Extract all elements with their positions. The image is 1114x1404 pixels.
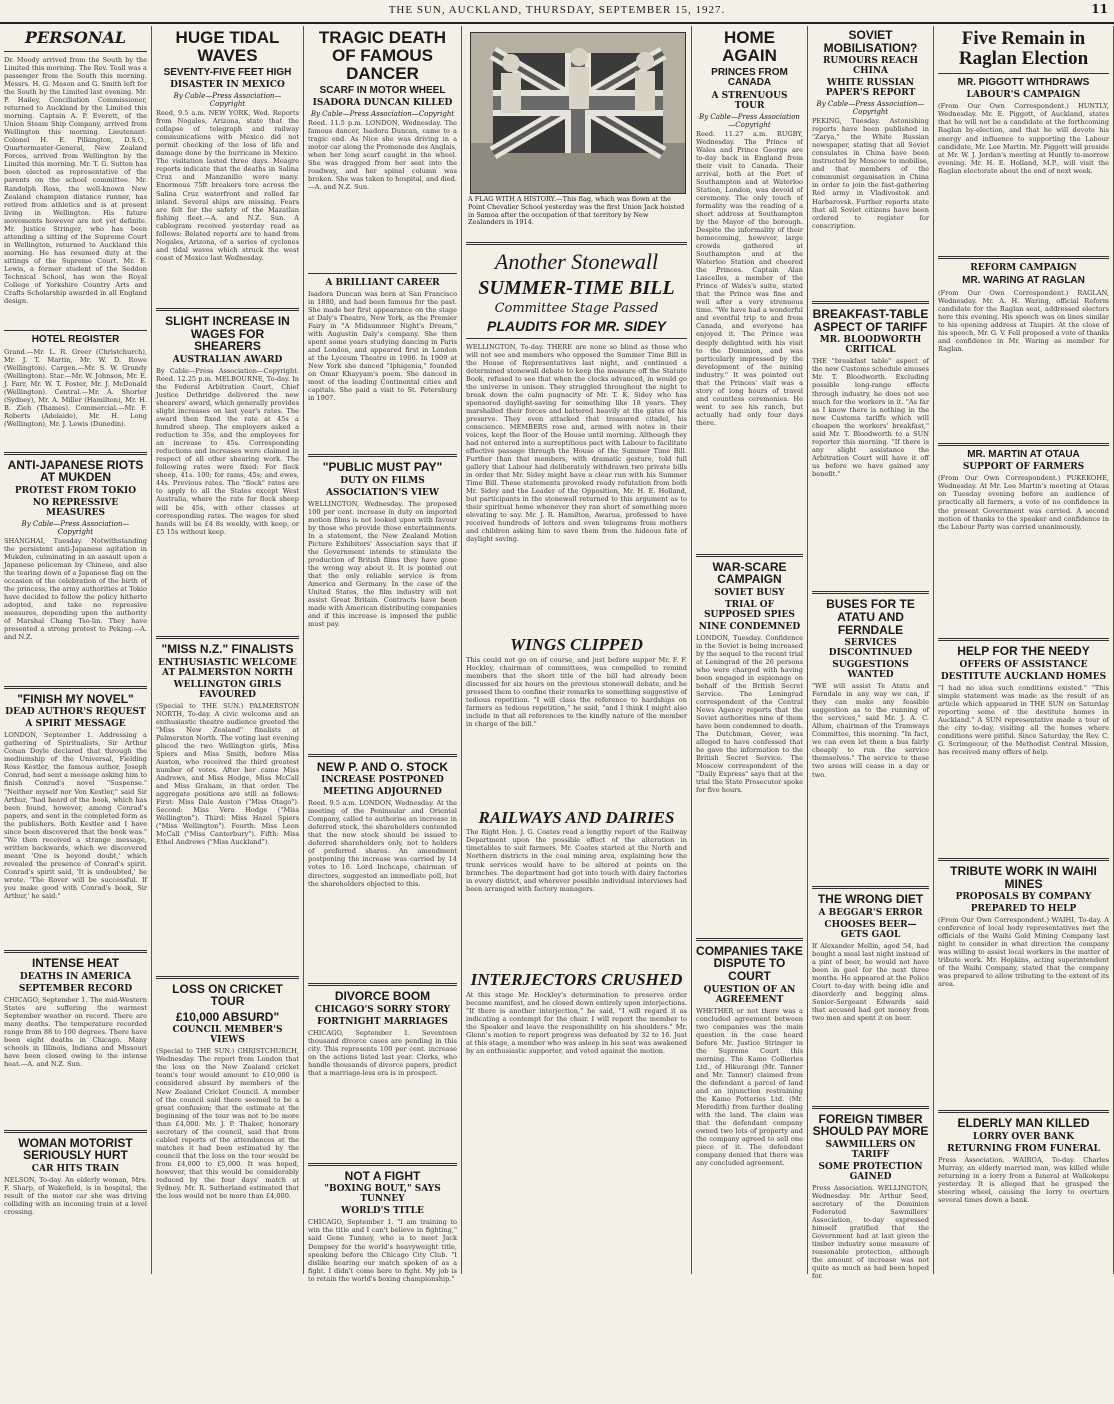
headline-not-a-fight: NOT A FIGHT [344,1168,421,1183]
body-text: Reed. 11.5 p.m. LONDON, Wednesday. The famous dancer, Isadora Duncan, came to a tragic end. As Nice she was driving in a motor car along the Promenade des Anglais, when her long scarf caught in the wheel. She was dragged from her seat into the roadway, and her spinal column was broken. She was taken to hospital, and died.—A. and N.Z. Sun. [308,119,458,192]
byline: By Cable—Press Association—Copyright [21,519,130,536]
body-text: CHICAGO, September 1. "I am training to win the title and I can't believe in fighting," said Gene Tunney, who is to meet Jack Dempsey for the world's heavyweight title, speaking before the Chicago City Club. "I dislike hearing our match spoken of as a fight. I didn't come here to fight. My job is to retain the world's boxing championship." [308,1218,457,1283]
body-text: At this stage Mr. Hockley's determination to preserve order became manifest, and he closed down entirely upon interjections. "If there is another interjection," he said, "I will regard it as indicating a contempt for the chair. I will report the member to the Speaker and leave the responsibility on his shoulders." Mr. Glenn's motion to report progress was defeated by 32 to 16. Just at this stage, a member who was asleep in his seat was awakened by an enthusiastic supporter, and voted against the motion. [466,991,687,1056]
headline-waring: MR. WARING AT RAGLAN [962,275,1085,287]
page-number: 11 [1091,2,1108,16]
subhead-association-view: ASSOCIATION'S VIEW [325,487,439,498]
subhead-sawmillers: SAWMILLERS ON TARIFF [825,1139,916,1160]
subhead-services-discontinued: SERVICES DISCONTINUED [828,638,913,659]
subhead-boxing-bout: "BOXING BOUT," SAYS TUNNEY [324,1184,441,1205]
body-text: CHICAGO, September 1. Seventeen thousand divorce cases are pending in this city. This represents 100 per cent. increase on the actions listed last year. Clerks, who handle thousands of divorce papers, predict that a marriage-less era is in prospect. [308,1028,457,1077]
headline-divorce-boom: DIVORCE BOOM [334,989,431,1004]
body-text: WELLINGTON, Wednesday. The proposed 100 per cent. increase in duty on imported motion films is not looked upon with favour by those who provide those entertainments. In a statement, the New Zealand Motion Picture Exhibitors' Association says that if the Government intends to stimulate the production of British films they have gone the wrong way about it. It is pointed out that the only reliable service is from America and Germany. In the case of the United States, the film industry will not assist Great Britain. Contracts have been made with American distributing companies and if this increase is imposed the public must pay. [308,499,457,629]
subhead-worlds-title: WORLD'S TITLE [341,1206,424,1217]
headline-martin-otaua: MR. MARTIN AT OTAUA [967,448,1080,460]
headline-huge-tidal: HUGE TIDAL WAVES [175,28,280,65]
body-text: (Special to THE SUN.) CHRISTCHURCH, Wednesday. The report from London that the loss on the New Zealand cricket team's tour would amount to £10,000 is considered absurd by members of the New Zealand Cricket Council. A member of the council said there seemed to be a great confusion; that the estimate at the beginning of the tour was not to be more than £4,000. Mr. J. P. Thaker, honorary secretary of the council, said that from cabled reports of the attendances at the matches it had been estimated by the council that the loss on the tour would be from £4,000 to £5,000. It was hoped, however, that this would be considerably reduced by the four days' match at Sydney. Mr. R. Sutherland estimated that the loss would not be more than £4,000. [156,1047,299,1200]
body-text: (Special to THE SUN.) PALMERSTON NORTH, To-day. A civic welcome and an enthusiastic theatre audience greeted the "Miss New Zealand" finalists at Palmerston North. The voting last evening placed the two Wellington girls, Miss Spiers and Miss Smith, before Miss Auston, who received the third greatest number of votes. After her came Miss Andrews, and Miss Hodge, Miss McCall and Miss Graham, in that order. The aggregate positions are still as follows: First: Miss Dale Auston ("Miss Otago"). Second: Miss Vera Hodge ("Miss Wellington"). Third: Miss Hazel Spiers ("Miss Wellington"). Fourth: Miss Leon McCall ("Miss Canterbury"). Fifth: Miss Ethel Andrews ("Miss Auckland"). [156,701,299,847]
subhead-rumours-china: RUMOURS REACH CHINA [822,56,919,77]
headline-finish-novel: "FINISH MY NOVEL" [17,691,134,706]
byline: By Cable—Press Association—Copyright [173,92,282,109]
body-text: Press Association. WAIROA, To-day. Charles Murray, an elderly married man, was killed while returning in a lorry from a funeral at Waikokopu yesterday. It is alleged that he grasped the steering wheel, causing the lorry to overturn several times down a bank. [938,1155,1109,1204]
flag-photo [470,32,686,194]
subhead-offers-assistance: OFFERS OF ASSISTANCE [959,659,1088,670]
headline-summer-time-bill: SUMMER-TIME BILL [478,277,675,299]
subhead-protest-tokio: PROTEST FROM TOKIO [14,485,137,496]
body-text: The Right Hon. J. G. Coates read a lengthy report of the Railway Department upon the possible effect of the alteration in timetables to suit farmers. Mr. Coates started at the North and Northern districts in the coal mining area, explaining how the trunk services would have to be altered at points on the branches. The department had got into touch with dairy factories in every district, and wherever possible individual interviews had been arranged with factory managers. [466,828,687,893]
headline-personal: PERSONAL [24,28,127,47]
headline-home-again: HOME AGAIN [722,28,777,65]
subhead-no-measures: NO REPRESSIVE MEASURES [32,497,119,518]
subhead-chicago-sorry: CHICAGO'S SORRY STORY [314,1004,451,1015]
subhead-enthusiastic: ENTHUSIASTIC WELCOME AT PALMERSTON NORTH [158,657,297,678]
subhead-committee-stage: Committee Stage Passed [494,301,659,316]
subhead-white-russian: WHITE RUSSIAN PAPER'S REPORT [825,78,916,99]
headline-loss-cricket: LOSS ON CRICKET TOUR [172,981,283,1009]
subhead-fortnight-marriages: FORTNIGHT MARRIAGES [317,1016,448,1027]
column-2 [152,26,304,1274]
body-text: THE "breakfast table" aspect of the new Customs schedule amuses Mr. T. Bloodworth. Excluding possible long-range effects through industry, he does not see much for the workers in it. "As far as I know there is nothing in the new Customs tariffs which will cheapen the workers' breakfast," said Mr. T. Bloodworth to a SUN reporter this morning. "If there is any slight assistance the Arbitration Court will have it off us before we have gained any benefit." [812,357,929,478]
masthead-title: THE SUN, AUCKLAND, THURSDAY, SEPTEMBER 15, 1927. [388,4,726,16]
subhead-meeting-adjourned: MEETING ADJOURNED [323,787,442,798]
subhead-labours-campaign: LABOUR'S CAMPAIGN [966,90,1081,101]
headline-princes-canada: PRINCES FROM CANADA [711,66,788,89]
headline-foreign-timber: FOREIGN TIMBER SHOULD PAY MORE [812,1111,929,1139]
headline-help-needy: HELP FOR THE NEEDY [957,644,1090,659]
subhead-prepared-help: PREPARED TO HELP [970,904,1077,915]
column-1 [0,26,152,1274]
body-text: This could not go on of course, and just before supper Mr. F. F. Hockley, chairman of committees, was compelled to remind members that the short title of the bill had already been discussed for six hours on the previous stonewall debate, and he pressed them to confine their remarks to something suggestive of tedious repetition. "I will class the reference to hardships on farmers as tedious repetition," he said, "and I think I might also include in that all references to the kindly nature of the member in charge of the bill." [466,655,687,728]
headline-public-must-pay: "PUBLIC MUST PAY" [322,460,443,475]
subhead-nine-condemned: NINE CONDEMNED [698,621,801,632]
subhead-reform-campaign: REFORM CAMPAIGN [970,263,1077,274]
body-text: CHICAGO, September 1. The mid-Western States are suffering the warmest September weather on record. There are many deaths. The temperature recorded range from 88 to 100 degrees. There have been eight deaths in Chicago. Many schools in Illinois, Indiana and Missouri have been closed owing to the intense heat.—A. and N.Z. Sun. [4,995,147,1069]
column-6 [808,26,934,1281]
headline-scarf: SCARF IN MOTOR WHEEL [319,84,446,96]
body-text: WHETHER or not there was a concluded agreement between two companies was the main question in the case heard before Mr. Justice Stringer in the Supreme Court this morning. The Kamo Collieries Ltd., of Hikurangi (Mr. Tanner and Mr. Tanner) claimed from the defendant a parcel of land and an injunction restraining the Kamo Potteries Ltd. (Mr. Meredith) from further dealing with the land. The claim was that the defendant company owned two lots of property and the company agreed to sell one piece of it. The defendant company denied that there was any concluded agreement. [696,1006,803,1168]
body-text: SHANGHAI, Tuesday. Notwithstanding the persistent anti-Japanese agitation in Mukden, culminating in an assault upon a Japanese policeman by Chinese, and also the tearing down of a Japanese flag on the occasion of the celebration of the birth of the princess, the army authorities at Tokio have decided to follow the policy hitherto adopted, and take no repressive measures, depending upon the authority of Marshal Chang Tso-lin. They have presented a strong protest to Peking.—A. and N.Z. [4,536,147,642]
subhead-disaster-mexico: DISASTER IN MEXICO [170,80,285,91]
subhead-bloodworth: MR. BLOODWORTH CRITICAL [819,335,922,356]
headline-another-stonewall: Another Stonewall [494,249,659,274]
body-text: Reed. 9.5 a.m. LONDON, Wednesday. At the meeting of the Peninsular and Oriental Company, called to authorise an increase in deferred stock, the shareholders contended that the new stock should be issued to deferred shareholders only, not to holders of preferred shares. An amendment postponing the increase was carried by 14 votes to 16. Lord Inchcape, chairman of directors, suggested an immediate poll, but the shareholders objected to this. [308,799,457,888]
headline-wings-clipped: WINGS CLIPPED [510,634,643,654]
subhead-september-record: SEPTEMBER RECORD [18,983,133,994]
body-text: Dr. Moody arrived from the South by the Limited this morning. The Rev. Teall was a passenger from the South this morning. Messrs. H. G. Mason and G. Smith left for the South by the Limited last evening. Mr. P. Hailey, Conciliation Commissioner, returned to Auckland by the Limited this morning. Captain A. P. Everett, of the Union Steam Ship Company, arrived from Wellington this morning. Lieutenant-Colonel H. E. Pilkington, D.S.O., Quartermaster-General, New Zealand Forces, arrived from Wellington by the Limited this morning. Mr. T. G. Sutton has been elected as representative of the parents on the school committee. Mr. Randolph Ross, the well-known New Zealand champion distance runner, has retired from athletics and is at present living in Wellington. His future movements however are not yet definite. Mr. Justice Stringer, who has been attending a sitting of the Supreme Court in Wellington, returned to Auckland this morning. He has resumed duty at the sittings of the Supreme Court. Mr. E. Lewis, a former student of the Seddon Technical School, has won the Royal College of Yorkshire Country Arts and Crafts Scholarship awarded in all England design. [4,56,147,305]
body-text: Reed. 11.27 a.m. RUGBY, Wednesday. The Prince of Wales and Prince George are to-day back in England from their visit to Canada. Their arrival, both at the Port of Southampton and at Waterloo Station, London, was devoid of ceremony. The only touch of formality was the reading of a short address at Southampton by the Mayor of the borough. Despite the informality of their homecoming, however, large crowds gathered at Southampton and at the Waterloo Station and cheered the Princes. Captain Alan Lascelles, a member of the Prince of Wales's suite, stated that the Prince was fine and well after a very strenuous time. "We have had a wonderful and eventful trip to and from Canada, and everyone has enjoyed it. The Prince was deeply delighted with his visit to the Dominion, and was particularly impressed by the development of the mining industry." It was pointed out that the Princes' visit was a story of long hours of travel and countless ceremonies. He went to see his ranch, but actually had only four days there. [696,129,803,427]
headline-five-remain: Five Remain in Raglan Election [958,28,1089,69]
body-text: "I had no idea such conditions existed." "This simple statement was made as the result of an article which appeared in THE SUN on Saturday reporting some of the destitute homes in Auckland." A SUN representative made a tour of the city to-day, visiting all the homes where conditions were pitiful. Since Saturday, the Rev. C. G. Scrimgeour, of the Methodist Central Mission, has received many offers of help. [938,683,1109,757]
body-text: LONDON, September 1. Addressing a gathering of Spiritualists, Sir Arthur Conan Doyle declared that through the mediumship of the Universal, Fielding Ross Kestler, the famous author, Joseph Conrad, had sent a message asking him to finish Conrad's novel "Suspense." "Neither myself nor Von Kestler," said Sir Arthur, "had heard of the book, which has been found, however, among Conrad's papers, and sent in the completed form as the publishers. Both Kestler and I have since been discovered that the book was." "We then received a strange message, written backwards, which we discovered meant 'One is beyond doubt,' which revealed the presence of Conrad's spirit. Conrad's spirit said, 'It is undoubted,' he wrote. 'The Rover will be successful. If you make good with Conrad's book, Sir Arthur,' he said." [4,731,147,900]
subhead-chooses-beer: CHOOSES BEER—GETS GAOL [824,919,917,940]
body-text: Isadora Duncan was born at San Francisco in 1880, and had been famous for the past. She made her first appearance on the stage at Daly's Theatre, New York, as the Premier Fairy in "A Midsummer Night's Dream," with Augustin Daly's company. She then spent some years studying dancing in Paris and London, and appeared first in London at the Lyceum Theatre in 1906. In 1909 at New York she danced "Iphigenia," founded on Omar Khayyam's poem. She danced in most of the leading Continental cities and capitals. She paid a visit to St. Petersburg in 1907. [308,290,457,403]
subhead-brilliant-career: A BRILLIANT CAREER [325,278,440,289]
body-text: (From Our Own Correspondent.) PUKEKOHE, Wednesday. At Mr. Lee Martin's meeting at Otaua on Tuesday evening before an audience of practically all farmers, a vote of no confidence in the present Government was carried. A second motion of thanks to the speaker and confidence in the Labour Party was carried unanimously. [938,474,1109,531]
subhead-suggestions-wanted: SUGGESTIONS WANTED [832,660,909,681]
subhead-proposals-company: PROPOSALS BY COMPANY [955,892,1092,903]
union-jack-photo-illustration [471,33,685,193]
headline-slight-increase: SLIGHT INCREASE IN WAGES FOR SHEARERS [165,314,290,354]
headline-war-scare: WAR-SCARE CAMPAIGN [712,559,787,587]
subhead-australian-award: AUSTRALIAN AWARD [172,354,283,365]
headline-seventy-five: SEVENTY-FIVE FEET HIGH [163,66,292,78]
headline-elderly-man: ELDERLY MAN KILLED [957,1116,1090,1131]
headline-railways-dairies: RAILWAYS AND DAIRIES [478,807,675,827]
subhead-beggars-error: A BEGGAR'S ERROR [818,907,923,918]
headline-wrong-diet: THE WRONG DIET [817,892,924,907]
headline-soviet-mobilisation: SOVIET MOBILISATION? [823,28,918,55]
headline-woman-motorist: WOMAN MOTORIST SERIOUSLY HURT [18,1135,133,1163]
subhead-isadora: ISADORA DUNCAN KILLED [312,98,453,109]
headline-breakfast-table: BREAKFAST-TABLE ASPECT OF TARIFF [812,307,929,334]
column-7 [934,26,1114,1274]
body-text: By Cable—Press Association—Copyright. Reed. 12.25 p.m. MELBOURNE, To-day. In the Federal Arbitration Court, Chief Justice Dethridge delivered the new shearers' award, which generally provides slight increases on last year's rates. The award then fixed the rate at 45s a hundred sheep. The employers asked a reduction to 35s, and the employees for an increase to 45s. Corresponding reductions and increases were claimed in respect of all other shearing work. The following rates were fixed: For flock sheep, 41s. 100; for rams, 45s; and ewes, 44s. Previous rates. The "flock" rates are to apply to all the States except West Australia, where the rate for flock sheep will be 45s, with other classes at corresponding rates. The wages for shed hands will be £4 8s weekly, with keep, or £5 15s without keep. [156,366,299,536]
headline-hotel-register: HOTEL REGISTER [31,334,120,345]
headline-companies-dispute: COMPANIES TAKE DISPUTE TO COURT [696,943,803,984]
subhead-wellington-girls: WELLINGTON GIRLS FAVOURED [173,679,282,700]
headline-ten-thousand: £10,000 ABSURD" [175,1009,280,1024]
headline-buses: BUSES FOR TE ATATU AND FERNDALE [826,597,915,637]
subhead-increase-postponed: INCREASE POSTPONED [321,775,444,786]
headline-intense-heat: INTENSE HEAT [31,956,120,971]
body-text: Grand.—Mr. L. R. Greer (Christchurch), Mr. J. T. Martin, Mr. W. D. Rowe (Wellington). Cargen.—Mr. S. W. Grundy (Wellington). Star.—Mr. W. Johnson, Mr. E. J. Farr, Mr. W. T. Foster, Mr. J. McDonald (Wellington). Central.—Mr. A. Shorter (Sydney), Mr. A. Miller (Hamilton), Mr. H. B. Zieh (Thames). Commercial.—Mr. F. Roberts (Adelaide), Mr. H. Long (Wellington), Mr. J. Lewis (Dunedin). [4,347,147,428]
subhead-support-farmers: SUPPORT OF FARMERS [962,462,1085,473]
body-text: PEKING, Tuesday. Astonishing reports have been published in "Zarya," the White Russian newspaper, stating that all Soviet consulates in China have been instructed by Moscow to mobilise, and that members of the communist organisation in China in order to join the fast-gathering Red army in Vladivostok and Harbarovsk. Further reports state that all Soviet citizens have been ordered to register for conscription. [812,117,929,230]
subhead-trial-spies: TRIAL OF SUPPOSED SPIES [704,599,795,620]
byline: By Cable—Press Association—Copyright [816,100,925,117]
body-text: WELLINGTON, To-day. THERE are none so blind as those who will not see and members who opposed the Summer Time Bill in the House of Representatives last night, and continued a determined stonewall debate to keep the measure off the Statute Book, refused to see that when the clocks advanced, in would go the universe in unison. They struggled throughout the night to break down the calm pugnacity of Mr. T. K. Sidey who has sponsored daylight-saving for something like 18 years. They marshalled their forces and battered heavily at the gates of his preserve. They even attacked that treasured citadel, his conscience. MEMBERS rose and, armed with notes in their voices, kept the floor of the House until morning. Although they had not entered into a surreptitious pact with Labour to facilitate effective passage through the House of the Summer Time Bill. Further than that members, with dramatic gesture, told full gallery that Labour had deliberately withdrawn two private bills in order that Mr. Sidey might have a clear run with his Summer Time Bill. These statements provoked ready refutation from both Mr. Sidey and the Leader of the Opposition, Mr. H. E. Holland, but participants in the stonewall returned to this argument as to their spiritual home whenever they ran short of something more elevating to say. Mr. J. R. Hamilton, Awarua, professed to have received hundreds of letters and even telegrams from mothers and children asking him to save them from the hideous fate of daylight saving. [466,342,687,544]
body-text: (From Our Own Correspondent.) HUNTLY, Wednesday. Mr. E. Piggott, of Auckland, states that he will not be a candidate at the forthcoming Raglan by-election, and that he will devote his energy and influence to supporting the Labour candidate, Mr. Lee Martin. Mr. Piggott will preside at Mr. W. J. Jordan's meeting at Huntly to-morrow evening. Mr. H. E. Holland, M.P., will visit the Raglan electorate about the end of next week. [938,102,1109,175]
masthead [0,0,1114,24]
column-4 [462,26,692,1274]
body-text: (From Our Own Correspondent.) RAGLAN, Wednesday. Mr. A. H. Waring, official Reform candidate for the Raglan seat, addressed electors here this evening. His speech was on lines similar to his opening address at Taupiri. At the close of his speech, Mr. G. V. Fell proposed a vote of thanks and confidence in Mr. Waring as member for Raglan. [938,288,1109,354]
headline-anti-japanese: ANTI-JAPANESE RIOTS AT MUKDEN [7,457,144,485]
headline-miss-nz: "MISS N.Z." FINALISTS [161,641,294,656]
byline: By Cable—Press Association—Copyright [699,112,800,129]
body-text: Press Association. WELLINGTON, Wednesday. Mr. Arthur Seed, secretary of the Dominion Federated Sawmillers' Association, to-day expressed himself gratified that the Government had at last given the timber industry some measure of reasonable protection, although the amount of increase was not quite as much as had been hoped for. [812,1183,929,1281]
subhead-soviet-busy: SOVIET BUSY [714,587,785,598]
subhead-deaths-america: DEATHS IN AMERICA [19,971,132,982]
subhead-dead-author: DEAD AUTHOR'S REQUEST [5,707,146,718]
body-text: (From Our Own Correspondent.) WAIHI, To-day. A conference of local body representatives met the officials of the Waihi Gold Mining Company last night to consider in what direction the company was willing to assist local workers in the matter of tribute work. Mr. Hopkins, acting superintendent of the Waihi Company, stated that the company was prepared to allow tributing to the extent of its area. [938,916,1109,989]
headline-tribute-work: TRIBUTE WORK IN WAIHI MINES [950,863,1097,891]
subhead-car-hits-train: CAR HITS TRAIN [31,1164,120,1175]
subhead-some-protection: SOME PROTECTION GAINED [818,1161,923,1182]
headline-new-po: NEW P. AND O. STOCK [316,759,449,774]
subhead-plaudits: PLAUDITS FOR MR. SIDEY [487,318,666,334]
headline-interjectors: INTERJECTORS CRUSHED [470,970,683,990]
subhead-spirit-message: A SPIRIT MESSAGE [25,719,126,730]
subhead-lorry-bank: LORRY OVER BANK [972,1131,1075,1142]
body-text: NELSON, To-day. An elderly woman, Mrs. F. Sharp, of Wakefield, is in hospital, the result of the motor car she was driving colliding with an incoming train at a level crossing. [4,1176,147,1217]
body-text: LONDON, Tuesday. Confidence in the Soviet is being increased by the sequel to the recent trial at Leningrad of the 26 persons who were charged with having been engaged in espionage on behalf of the British Secret Service. The Leningrad correspondent of the Central News Agency reports that the Soviet authorities nine of them have been condemned to death. The Dutchman, Gever, was alleged to have confessed that he gave the information to the British Secret Service. The Moscow correspondent of the "Daily Express" says that at the trial the State Prosecutor spoke for five hours. [696,633,803,795]
byline: By Cable—Press Association—Copyright [310,110,455,119]
body-text: "WE will assist Te Atatu and Ferndale in any way we can, if they can make any feasible suggestion as to the running of the services," said Mr. J. A. C. Allum, chairman of the Tramways Committee, this morning. "In fact, we can even let them a bus fairly cheaply to run the service themselves." The service to these two areas will cease in a day or two. [812,682,929,779]
body-text: If Alexander Mellin, aged 54, had bought a meal last night instead of a pint of beer, he would not have been in gaol for the next three months. He appeared at the Police Court to-day with being idle and disorderly and begging alms. Senior-Sergeant Edwards said that accused had got money from two men and spent it on beer. [812,941,929,1023]
subhead-question-agreement: QUESTION OF AN AGREEMENT [703,984,796,1005]
headline-piggott: MR. PIGGOTT WITHDRAWS [957,76,1090,88]
subhead-duty-films: DUTY ON FILMS [340,475,425,486]
subhead-returning-funeral: RETURNING FROM FUNERAL [947,1143,1100,1154]
subhead-destitute: DESTITUTE AUCKLAND HOMES [940,671,1107,682]
column-3 [304,26,462,1283]
photo-caption: A FLAG WITH A HISTORY.—This flag, which was flown at the Point Chevalier School yesterday was the first Union Jack hoisted in Samoa after the occupation of that territory by New Zealanders in 1914. [468,195,685,227]
body-text: Reed, 9.5 a.m. NEW YORK, Wed. Reports from Nogales, Arizona, state that the collapse of telegraph and railway communications with Mexico did not permit checking of the loss of life and damage done by the hurricane in Mexico. The visitation lasted three days. Meagre reports indicate that the deaths in Salina Cruz and Manzanillo were many. Enormous 75ft breakers tore across the Salina Cruz waterfront and rolled far inland. Several ships are missing. Fears are felt for the safety of the Mazatlan fishing fleet.—A. and N.Z. Sun. A cablegram received yesterday read as follows: Belated reports are to hand from Nogales, Arizona, of a series of cyclones and tidal waves which struck the west coast of Mexico last Wednesday. [156,109,299,262]
subhead-council-views: COUNCIL MEMBER'S VIEWS [172,1025,283,1046]
headline-tragic-death: TRAGIC DEATH OF FAMOUS DANCER [318,28,447,83]
column-5 [692,26,808,1274]
subhead-strenuous-tour: A STRENUOUS TOUR [711,90,788,111]
